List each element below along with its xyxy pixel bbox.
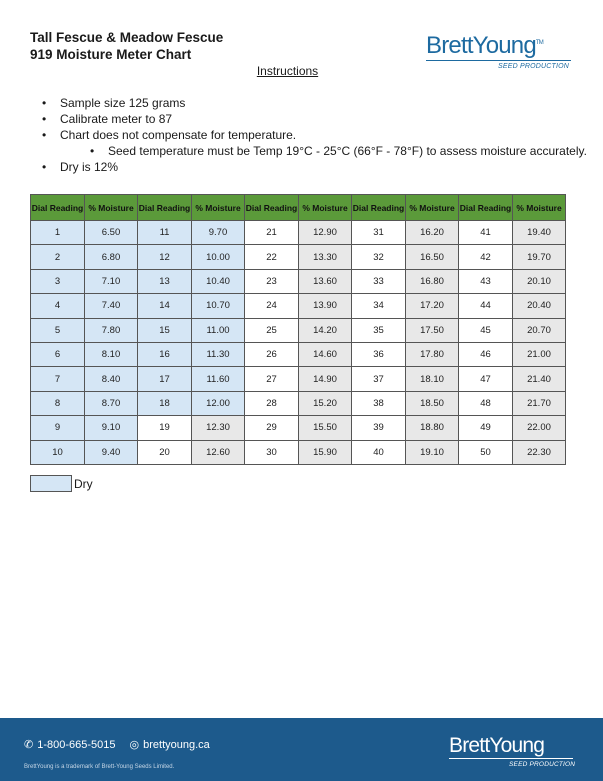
table-row [31,318,566,342]
moisture-cell: 7.80 [85,318,138,342]
dial-reading-cell: 44 [459,294,513,318]
dial-reading-cell: 5 [31,318,85,342]
moisture-cell: 10.70 [192,294,245,318]
moisture-cell: 13.30 [299,245,352,269]
moisture-cell: 15.50 [299,416,352,440]
dial-reading-cell: 20 [138,440,192,464]
moisture-cell: 18.10 [406,367,459,391]
dial-reading-cell: 22 [245,245,299,269]
moisture-cell: 16.80 [406,269,459,293]
moisture-chart-table [30,194,566,465]
phone-number[interactable]: 1-800-665-5015 [37,738,116,751]
moisture-cell: 8.70 [85,391,138,415]
moisture-cell: 21.00 [513,342,566,366]
column-header: % Moisture [85,195,138,221]
dial-reading-cell: 23 [245,269,299,293]
moisture-cell: 9.10 [85,416,138,440]
moisture-cell: 16.20 [406,221,459,245]
moisture-cell: 7.40 [85,294,138,318]
column-header: % Moisture [299,195,352,221]
bullet-icon: • [42,112,47,126]
moisture-cell: 6.50 [85,221,138,245]
moisture-cell: 21.70 [513,391,566,415]
dial-reading-cell: 16 [138,342,192,366]
footer-contact [24,738,210,751]
moisture-cell: 10.00 [192,245,245,269]
dial-reading-cell: 32 [352,245,406,269]
moisture-cell: 18.50 [406,391,459,415]
moisture-cell: 12.00 [192,391,245,415]
dial-reading-cell: 9 [31,416,85,440]
instructions-list [42,95,587,175]
phone-icon: ✆ [24,739,34,751]
dial-reading-cell: 31 [352,221,406,245]
moisture-cell: 12.30 [192,416,245,440]
moisture-cell: 7.10 [85,269,138,293]
moisture-cell: 22.30 [513,440,566,464]
dial-reading-cell: 29 [245,416,299,440]
dial-reading-cell: 49 [459,416,513,440]
list-item: • Calibrate meter to 87 [42,112,173,126]
footer-logo [449,734,579,768]
dial-reading-cell: 36 [352,342,406,366]
column-header: % Moisture [192,195,245,221]
moisture-cell: 22.00 [513,416,566,440]
moisture-cell: 10.40 [192,269,245,293]
logo-subtitle: SEED PRODUCTION [498,63,570,70]
moisture-cell: 14.20 [299,318,352,342]
moisture-cell: 6.80 [85,245,138,269]
table-row [31,440,566,464]
column-header: % Moisture [406,195,459,221]
dial-reading-cell: 12 [138,245,192,269]
globe-icon: ◎ [129,739,140,751]
moisture-cell: 16.50 [406,245,459,269]
moisture-cell: 13.90 [299,294,352,318]
moisture-cell: 21.40 [513,367,566,391]
dial-reading-cell: 48 [459,391,513,415]
moisture-cell: 14.90 [299,367,352,391]
table-row [31,245,566,269]
column-header: Dial Reading [31,195,85,221]
moisture-cell: 15.20 [299,391,352,415]
moisture-cell: 14.60 [299,342,352,366]
footer-logo-subtitle: SEED PRODUCTION [509,761,576,768]
dial-reading-cell: 6 [31,342,85,366]
column-header: Dial Reading [138,195,192,221]
dial-reading-cell: 14 [138,294,192,318]
column-header: Dial Reading [245,195,299,221]
table-row [31,416,566,440]
moisture-cell: 19.40 [513,221,566,245]
moisture-cell: 19.10 [406,440,459,464]
website-link[interactable]: brettyoung.ca [143,738,210,751]
moisture-cell: 15.90 [299,440,352,464]
moisture-cell: 17.50 [406,318,459,342]
dial-reading-cell: 41 [459,221,513,245]
document-title: Tall Fescue & Meadow Fescue [30,30,224,45]
dial-reading-cell: 43 [459,269,513,293]
dial-reading-cell: 11 [138,221,192,245]
dial-reading-cell: 28 [245,391,299,415]
dial-reading-cell: 37 [352,367,406,391]
table-row [31,294,566,318]
moisture-cell: 20.70 [513,318,566,342]
dial-reading-cell: 24 [245,294,299,318]
dry-swatch [30,475,72,492]
moisture-cell: 20.10 [513,269,566,293]
moisture-cell: 8.40 [85,367,138,391]
moisture-cell: 11.30 [192,342,245,366]
logo-rule [426,60,571,61]
dial-reading-cell: 34 [352,294,406,318]
dial-reading-cell: 35 [352,318,406,342]
dial-reading-cell: 42 [459,245,513,269]
dial-reading-cell: 21 [245,221,299,245]
table-row [31,269,566,293]
dial-reading-cell: 10 [31,440,85,464]
dial-reading-cell: 25 [245,318,299,342]
legend-label: Dry [74,476,93,491]
trademark-notice: BrettYoung is a trademark of Brett-Young Seeds Limited. [24,764,175,770]
bullet-icon: • [42,128,47,142]
footer-logo-rule [449,758,573,759]
list-item-nested: • Seed temperature must be Temp 19°C - 25°C (66°F - 78°F) to assess moisture accurately. [90,144,587,158]
dial-reading-cell: 15 [138,318,192,342]
dial-reading-cell: 4 [31,294,85,318]
moisture-cell: 17.20 [406,294,459,318]
table-row [31,221,566,245]
instructions-heading: Instructions [256,64,319,78]
dial-reading-cell: 33 [352,269,406,293]
bullet-icon: • [42,96,47,110]
list-item: • Dry is 12% [42,160,119,174]
column-header: Dial Reading [352,195,406,221]
dial-reading-cell: 18 [138,391,192,415]
dial-reading-cell: 38 [352,391,406,415]
dial-reading-cell: 19 [138,416,192,440]
moisture-cell: 9.70 [192,221,245,245]
logo-trademark: TM [535,40,543,46]
moisture-cell: 19.70 [513,245,566,269]
dial-reading-cell: 7 [31,367,85,391]
table-row [31,367,566,391]
bullet-icon: • [90,144,95,158]
dial-reading-cell: 46 [459,342,513,366]
moisture-cell: 11.60 [192,367,245,391]
moisture-cell: 20.40 [513,294,566,318]
moisture-cell: 8.10 [85,342,138,366]
dial-reading-cell: 8 [31,391,85,415]
list-item: • Sample size 125 grams [42,96,186,110]
logo-wordmark: BrettYoung [426,32,536,59]
bullet-icon: • [42,160,47,174]
dial-reading-cell: 45 [459,318,513,342]
column-header: % Moisture [513,195,566,221]
dial-reading-cell: 50 [459,440,513,464]
table-row [31,391,566,415]
footer [0,718,603,781]
moisture-cell: 9.40 [85,440,138,464]
table-header-row [31,195,566,221]
column-header: Dial Reading [459,195,513,221]
dial-reading-cell: 47 [459,367,513,391]
dial-reading-cell: 17 [138,367,192,391]
table-row [31,342,566,366]
list-item: • Chart does not compensate for temperature. [42,128,297,142]
dial-reading-cell: 39 [352,416,406,440]
moisture-cell: 17.80 [406,342,459,366]
footer-logo-wordmark: BrettYoung [449,734,545,757]
dial-reading-cell: 26 [245,342,299,366]
dial-reading-cell: 40 [352,440,406,464]
dial-reading-cell: 2 [31,245,85,269]
moisture-cell: 13.60 [299,269,352,293]
dial-reading-cell: 13 [138,269,192,293]
document-subtitle: 919 Moisture Meter Chart [30,47,192,62]
dial-reading-cell: 1 [31,221,85,245]
moisture-cell: 12.60 [192,440,245,464]
moisture-cell: 11.00 [192,318,245,342]
dial-reading-cell: 3 [31,269,85,293]
title-block [30,29,223,63]
legend [30,475,93,492]
dial-reading-cell: 30 [245,440,299,464]
moisture-cell: 18.80 [406,416,459,440]
dial-reading-cell: 27 [245,367,299,391]
moisture-cell: 12.90 [299,221,352,245]
